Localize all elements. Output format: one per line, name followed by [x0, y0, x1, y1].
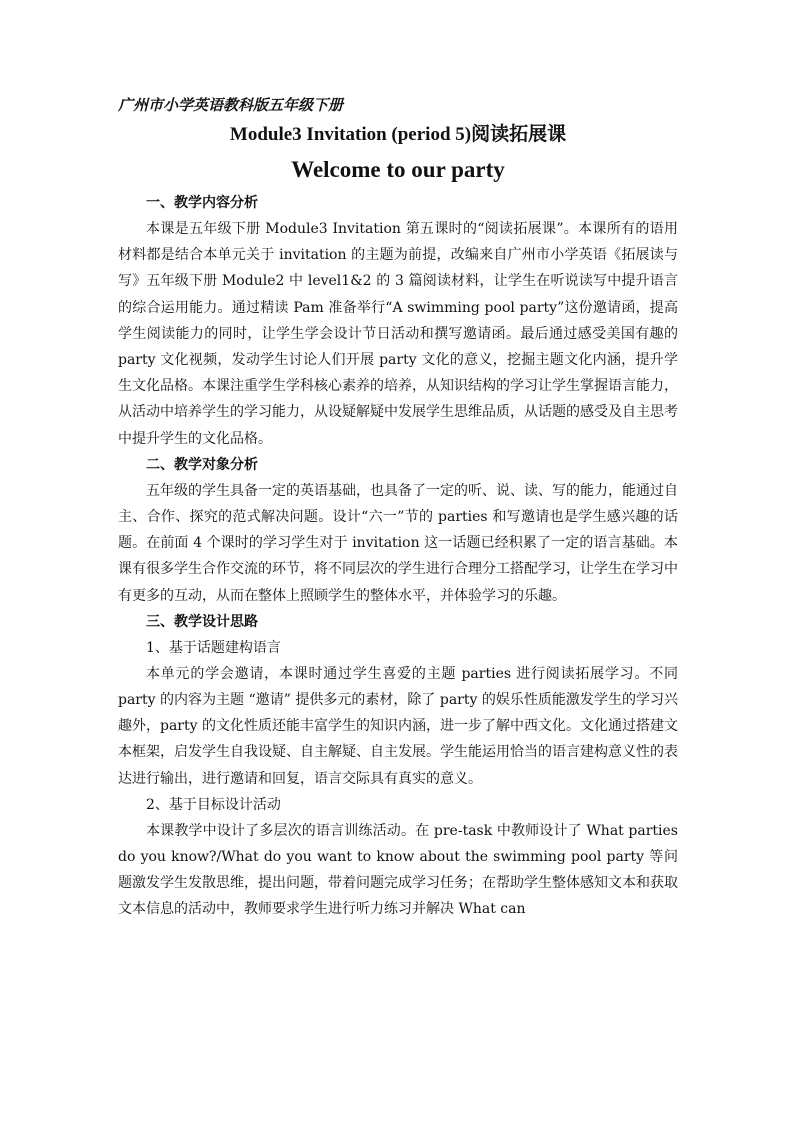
- document-subtitle: 广州市小学英语教科版五年级下册: [118, 96, 344, 114]
- section-heading-content-analysis: 一、教学内容分析: [146, 195, 258, 211]
- subheading-goal-activities: 2、基于目标设计活动: [146, 796, 281, 813]
- section-paragraph-student-analysis: 五年级的学生具备一定的英语基础，也具备了一定的听、说、读、写的能力，能通过自主、合作、探究的范式解决问题。设计“六一”节的 parties 和写邀请也是学生感兴趣的话题。在前面 4 个课时的学习学生对于 invitation 这一话题已经积累了一定的语言基础。本课有很多学生合作交流的环节，将不同层次的学生进行合理分工搭配学习，让学生在学习中有更多的互动，从而在整体上照顾学生的整体水平，并体验学习的乐趣。: [118, 482, 678, 604]
- section-paragraph-goal-activities: 本课教学中设计了多层次的语言训练活动。在 pre-task 中教师设计了 What parties do you know?/What do you want to know about the swimming pool party 等问题激发学生发散思维，提出问题，带着问题完成学习任务；在帮助学生整体感知文本和获取文本信息的活动中，教师要求学生进行听力练习并解决 What can: [118, 822, 678, 918]
- document-title: Module3 Invitation (period 5)阅读拓展课: [229, 124, 567, 145]
- section-paragraph-topic-language: 本单元的学会邀请，本课时通过学生喜爱的主题 parties 进行阅读拓展学习。不同 party 的内容为主题 “邀请” 提供多元的素材，除了 party 的娱乐性质能激发学生的学习兴趣外，party 的文化性质还能丰富学生的知识内涵，进一步了解中西文化。文化通过搭建文本框架，启发学生自我设疑、自主解疑、自主发展。学生能运用恰当的语言建构意义性的表达进行输出，进行邀请和回复，语言交际具有真实的意义。: [118, 665, 678, 787]
- document-page: [118, 92, 678, 923]
- subheading-topic-language: 1、基于话题建构语言: [146, 639, 281, 656]
- section-heading-student-analysis: 二、教学对象分析: [146, 456, 258, 473]
- section-paragraph-content-analysis: 本课是五年级下册 Module3 Invitation 第五课时的“阅读拓展课”。本课所有的语用材料都是结合本单元关于 invitation 的主题为前提，改编来自广州市小学英语《拓展读与写》五年级下册 Module2 中 level1&2 的 3 篇阅读材料，让学生在听说读写中提升语言的综合运用能力。通过精读 Pam 准备举行“A swimming pool party”这份邀请函，提高学生阅读能力的同时，让学生学会设计节日活动和撰写邀请函。最后通过感受美国有趣的 party 文化视频，发动学生讨论人们开展 party 文化的意义，挖掘主题文化内涵，提升学生文化品格。本课注重学生学科核心素养的培养，从知识结构的学习让学生掌握语言能力，从活动中培养学生的学习能力，从设疑解疑中发展学生思维品质，从话题的感受及自主思考中提升学生的文化品格。: [118, 221, 678, 447]
- section-heading-design-ideas: 三、教学设计思路: [146, 613, 258, 630]
- document-main-title: Welcome to our party: [291, 157, 505, 182]
